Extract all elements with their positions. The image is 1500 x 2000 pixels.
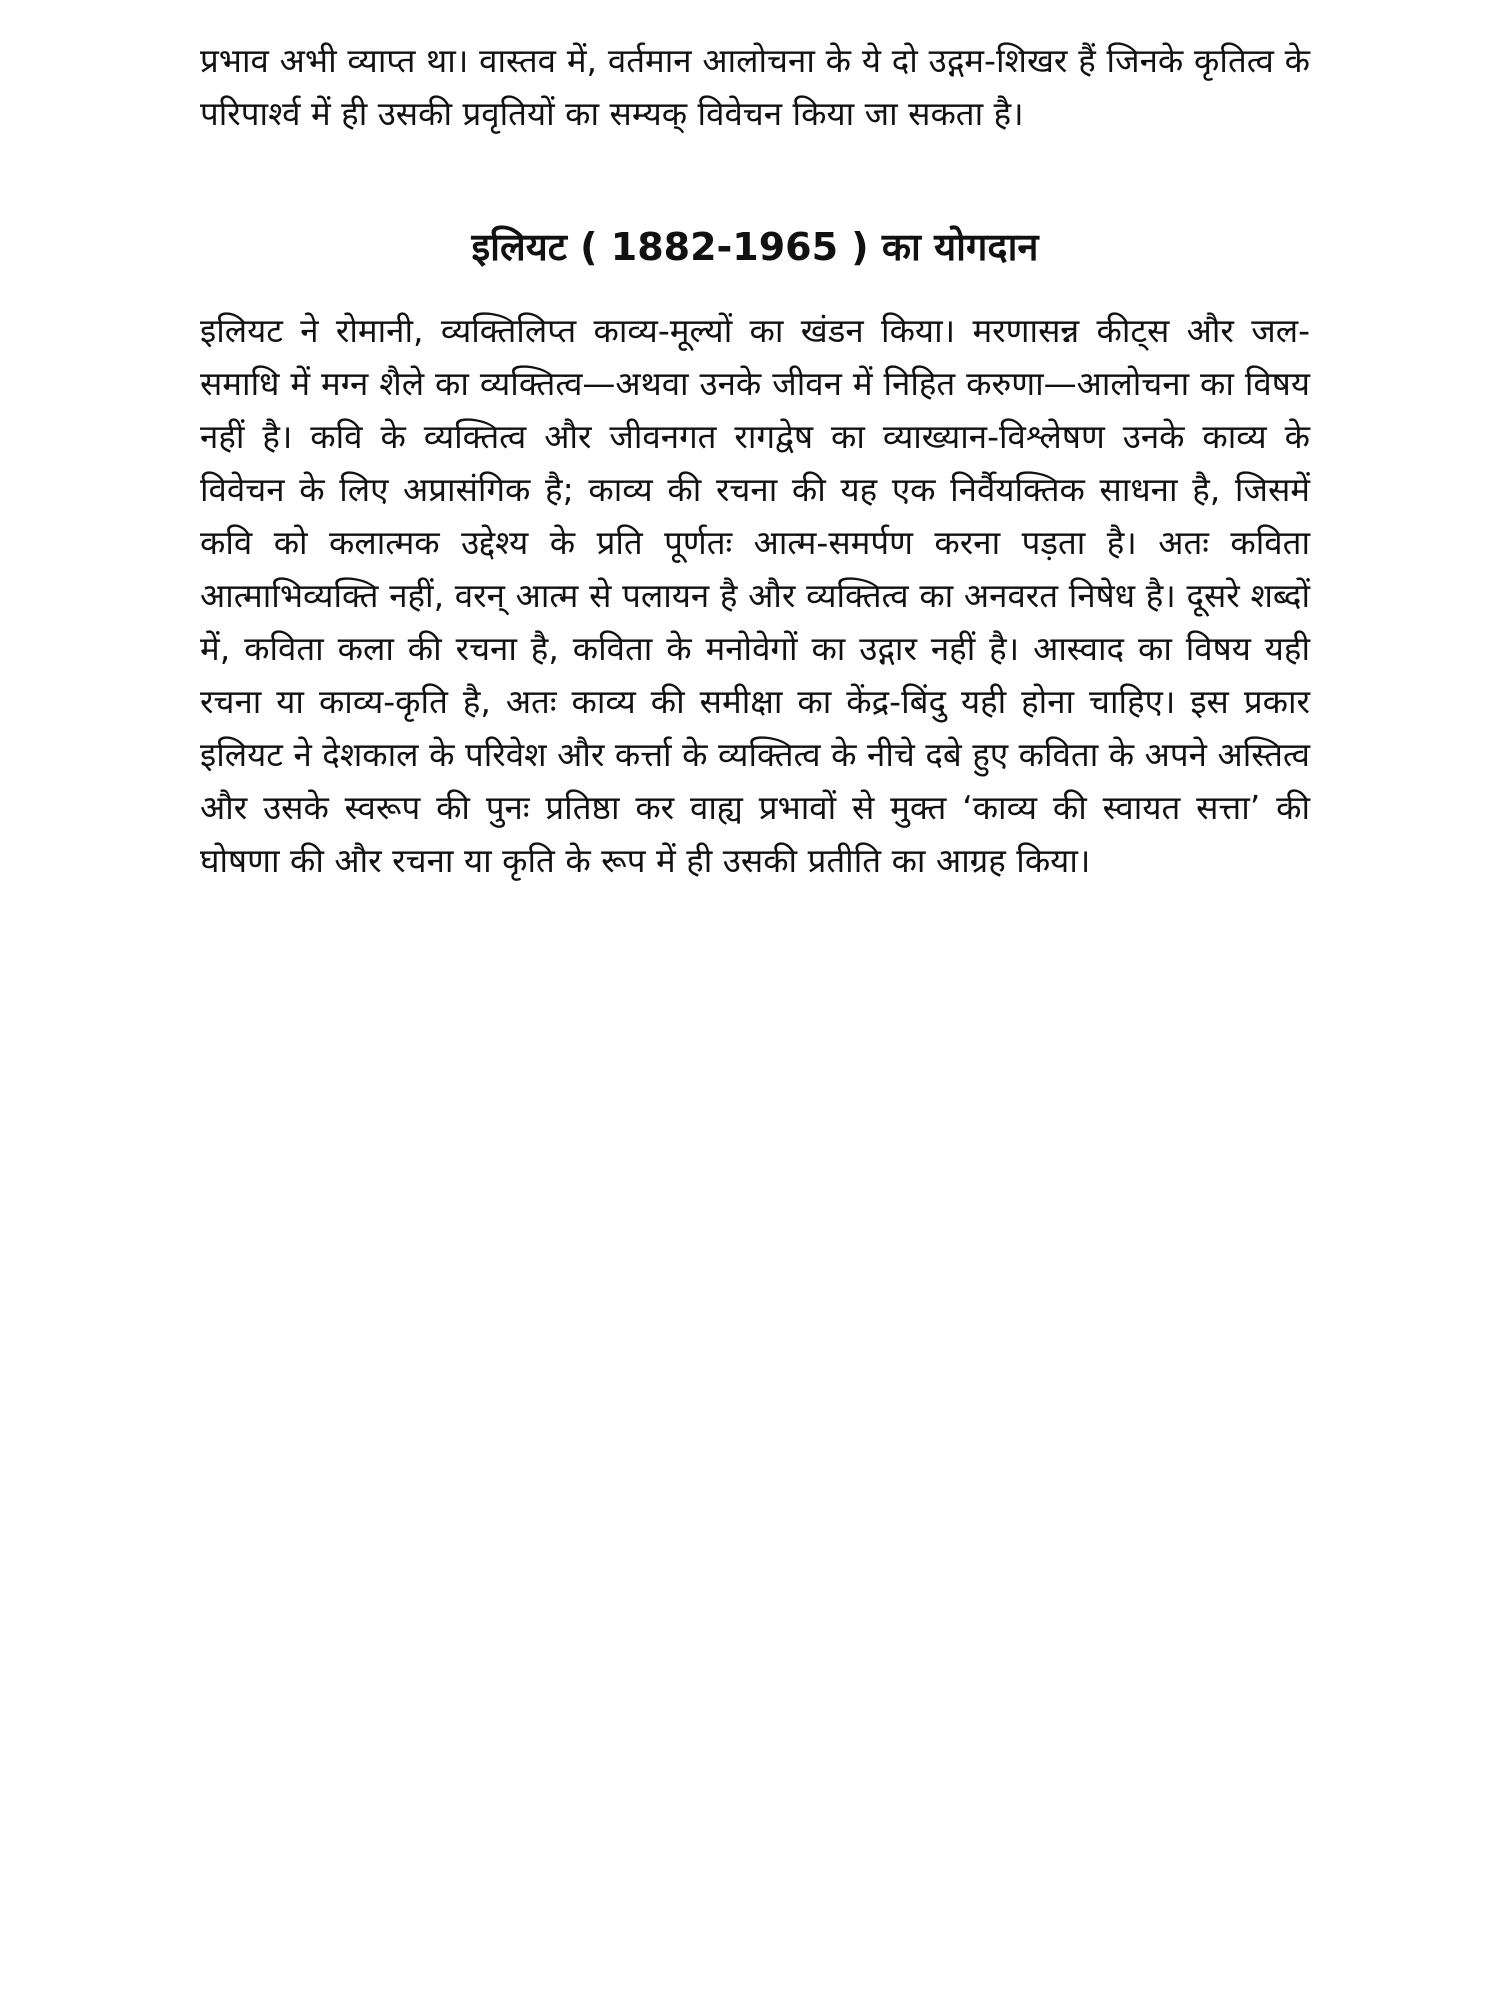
main-paragraph: इलियट ने रोमानी, व्यक्तिलिप्त काव्य-मूल्यों का खंडन किया। मरणासन्न कीट्स और जल-समाधि में मग्न शैले का व्यक्तित्व—अथवा उनके जीवन में निहित करुणा—आलोचना का विषय नहीं है। कवि के व्यक्तित्व और जीवनगत रागद्वेष का व्याख्यान-विश्लेषण उनके काव्य के विवेचन के लिए अप्रासंगिक है; काव्य की रचना की यह एक निर्वैयक्तिक साधना है, जिसमें कवि को कलात्मक उद्देश्य के प्रति पूर्णतः आत्म-समर्पण करना पड़ता है। अतः कविता आत्माभिव्यक्ति नहीं, वरन् आत्म से पलायन है और व्यक्तित्व का अनवरत निषेध है। दूसरे शब्दों में, कविता कला की रचना है, कविता के मनोवेगों का उद्गार नहीं है। आस्वाद का विषय यही रचना या काव्य-कृति है, अतः काव्य की समीक्षा का केंद्र-बिंदु यही होना चाहिए। इस प्रकार इलियट ने देशकाल के परिवेश और कर्त्ता के व्यक्तित्व के नीचे दबे हुए कविता के अपने अस्तित्व और उसके स्वरूप की पुनः प्रतिष्ठा कर वाह्य प्रभावों से मुक्त ‘काव्य की स्वायत सत्ता’ की घोषणा की और रचना या कृति के रूप में ही उसकी प्रतीति का आग्रह किया। [200, 311, 1310, 880]
intro-paragraph-block [200, 34, 1310, 140]
intro-paragraph: प्रभाव अभी व्याप्त था। वास्तव में, वर्तमान आलोचना के ये दो उद्गम-शिखर हैं जिनके कृतित्व के परिपार्श्व में ही उसकी प्रवृतियों का सम्यक् विवेचन किया जा सकता है। [200, 41, 1310, 133]
section-heading: इलियट ( 1882-1965 ) का योगदान [471, 225, 1039, 269]
main-paragraph-block [200, 304, 1310, 887]
